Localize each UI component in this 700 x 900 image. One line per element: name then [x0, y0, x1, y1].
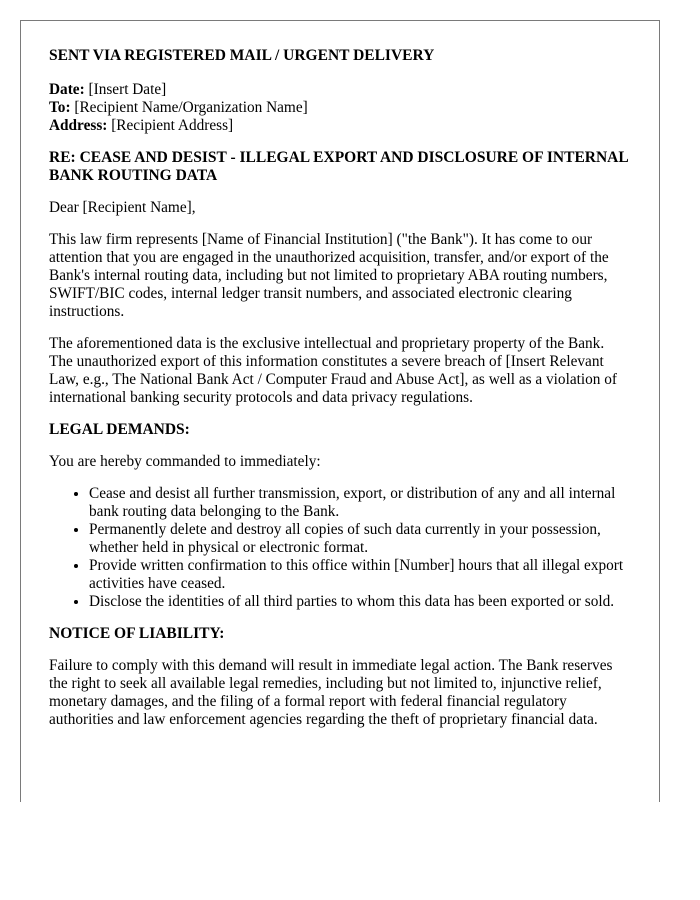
- address-label: Address:: [49, 117, 108, 134]
- liability-heading: NOTICE OF LIABILITY:: [49, 625, 225, 642]
- list-item: • Disclose the identities of all third parties to whom this data has been exported or sold.: [89, 593, 631, 611]
- letter-meta: [49, 81, 631, 135]
- subject-line: RE: CEASE AND DESIST - ILLEGAL EXPORT AND DISCLOSURE OF INTERNAL BANK ROUTING DATA: [49, 149, 628, 184]
- to-value: [Recipient Name/Organization Name]: [74, 99, 308, 116]
- paragraph-breach: The aforementioned data is the exclusive intellectual and proprietary property of the Bank. The unauthorized export of this information constitutes a severe breach of [Insert Relevant Law, e.g., The National Bank Act / Computer Fraud and Abuse Act], as well as a violation of international banking security protocols and data privacy regulations.: [49, 335, 617, 406]
- letter-document: [20, 20, 660, 802]
- address-line: [49, 117, 631, 135]
- demands-list: [49, 485, 631, 611]
- date-value: [Insert Date]: [88, 81, 167, 98]
- paragraph-representation: This law firm represents [Name of Financial Institution] ("the Bank"). It has come to our attention that you are engaged in the unauthorized acquisition, transfer, and/or export of the Bank's internal routing data, including but not limited to proprietary ABA routing numbers, SWIFT/BIC codes, internal ledger transit numbers, and associated electronic clearing instructions.: [49, 231, 609, 320]
- list-item: • Cease and desist all further transmission, export, or distribution of any and all internal bank routing data belonging to the Bank.: [89, 485, 631, 521]
- salutation: Dear [Recipient Name],: [49, 199, 196, 216]
- address-value: [Recipient Address]: [111, 117, 234, 134]
- date-label: Date:: [49, 81, 85, 98]
- paragraph-liability: Failure to comply with this demand will result in immediate legal action. The Bank reserves the right to seek all available legal remedies, including but not limited to, injunctive relief, monetary damages, and the filing of a formal report with federal financial regulatory authorities and law enforcement agencies regarding the theft of proprietary financial data.: [49, 657, 613, 728]
- list-item: • Provide written confirmation to this office within [Number] hours that all illegal export activities have ceased.: [89, 557, 631, 593]
- date-line: [49, 81, 631, 99]
- list-item: • Permanently delete and destroy all copies of such data currently in your possession, whether held in physical or electronic format.: [89, 521, 631, 557]
- delivery-headline: SENT VIA REGISTERED MAIL / URGENT DELIVERY: [49, 47, 435, 64]
- demands-heading: LEGAL DEMANDS:: [49, 421, 190, 438]
- to-label: To:: [49, 99, 71, 116]
- to-line: [49, 99, 631, 117]
- demands-intro: You are hereby commanded to immediately:: [49, 453, 321, 470]
